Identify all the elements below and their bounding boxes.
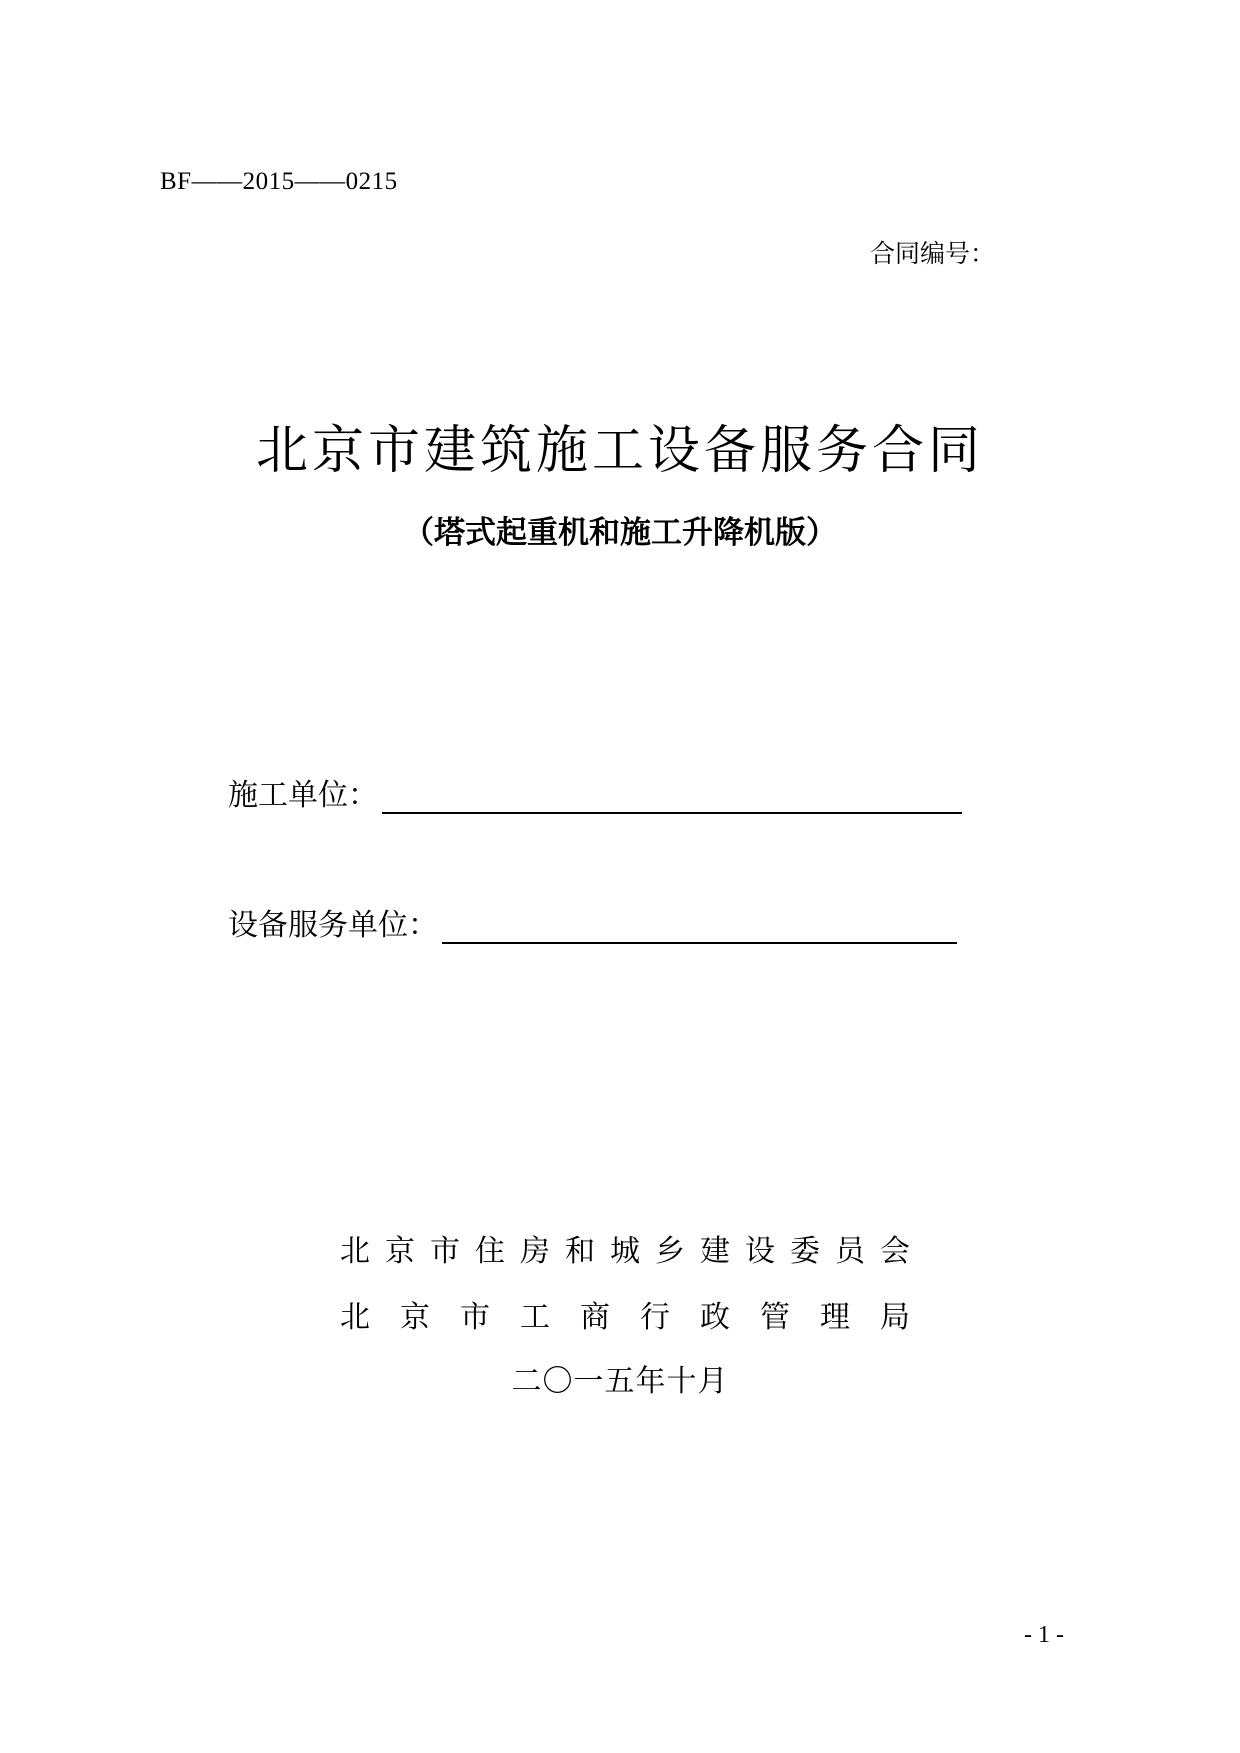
issuer-char: 会	[880, 1234, 910, 1269]
issuer-char: 建	[700, 1234, 730, 1269]
issue-date: 二〇一五年十月	[511, 1364, 729, 1399]
issuer-char: 北	[340, 1234, 370, 1269]
issuer-char: 管	[760, 1300, 790, 1335]
issuer-industry-commerce-bureau	[340, 1292, 910, 1336]
issuer-char: 住	[475, 1234, 505, 1269]
issuer-housing-commission	[340, 1226, 910, 1270]
page-subtitle: （塔式起重机和施工升降机版）	[403, 515, 837, 551]
issuer-char: 市	[460, 1300, 490, 1335]
issuer-char: 行	[640, 1300, 670, 1335]
equipment-service-unit-label: 设备服务单位：	[228, 908, 438, 943]
issuer-char: 政	[700, 1300, 730, 1335]
page-title: 北京市建筑施工设备服务合同	[255, 421, 984, 481]
issuer-char: 工	[520, 1300, 550, 1335]
equipment-service-unit-field	[228, 900, 957, 944]
issuer-char: 乡	[655, 1234, 685, 1269]
issuer-char: 理	[820, 1300, 850, 1335]
construction-unit-blank[interactable]	[382, 786, 962, 814]
issuer-char: 委	[790, 1234, 820, 1269]
issuer-char: 京	[400, 1300, 430, 1335]
issuer-char: 京	[385, 1234, 415, 1269]
equipment-service-unit-blank[interactable]	[442, 916, 957, 944]
issuer-char: 和	[565, 1234, 595, 1269]
issuer-char: 市	[430, 1234, 460, 1269]
issuer-char: 房	[520, 1234, 550, 1269]
document-code: BF——2015——0215	[160, 168, 398, 195]
issuer-char: 员	[835, 1234, 865, 1269]
issuer-char: 北	[340, 1300, 370, 1335]
page-number: - 1 -	[1024, 1622, 1064, 1648]
construction-unit-label: 施工单位：	[228, 778, 378, 813]
issuer-char: 商	[580, 1300, 610, 1335]
issuer-char: 局	[880, 1300, 910, 1335]
construction-unit-field	[228, 770, 962, 814]
contract-number-label: 合同编号：	[870, 239, 996, 268]
issuer-char: 设	[745, 1234, 775, 1269]
issuer-char: 城	[610, 1234, 640, 1269]
